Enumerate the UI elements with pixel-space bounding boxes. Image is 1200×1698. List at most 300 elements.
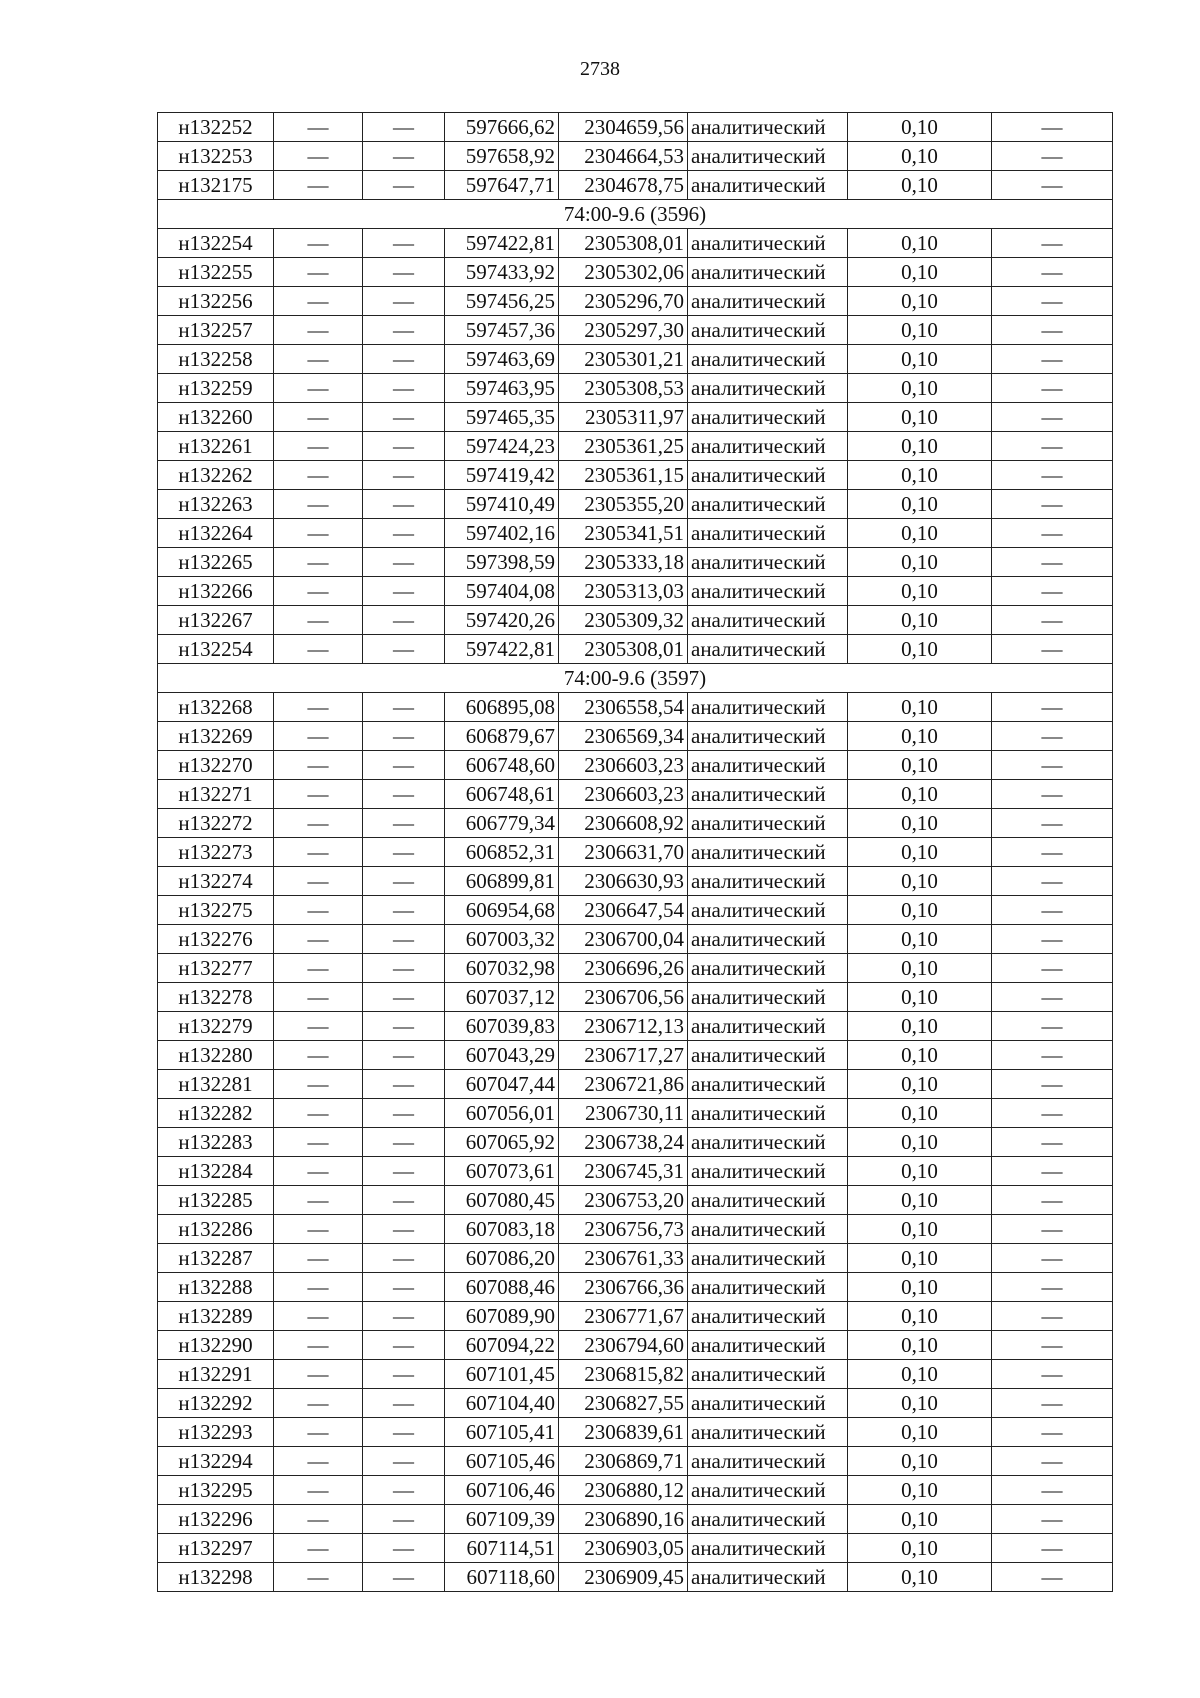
empty-value-cell: — (363, 867, 445, 896)
table-row (158, 345, 1113, 374)
x-coordinate-cell: 597422,81 (445, 229, 559, 258)
empty-value-cell: — (363, 1244, 445, 1273)
method-cell: аналитический (688, 751, 848, 780)
point-number-cell: н132271 (158, 780, 274, 809)
empty-value-cell: — (363, 374, 445, 403)
point-number-cell: н132261 (158, 432, 274, 461)
empty-value-cell: — (274, 809, 363, 838)
empty-value-cell: — (274, 1476, 363, 1505)
method-cell: аналитический (688, 316, 848, 345)
y-coordinate-cell: 2306880,12 (559, 1476, 688, 1505)
point-number-cell: н132283 (158, 1128, 274, 1157)
empty-value-cell: — (274, 1534, 363, 1563)
method-cell: аналитический (688, 113, 848, 142)
empty-value-cell: — (274, 983, 363, 1012)
method-cell: аналитический (688, 1360, 848, 1389)
x-coordinate-cell: 607106,46 (445, 1476, 559, 1505)
method-cell: аналитический (688, 374, 848, 403)
x-coordinate-cell: 597465,35 (445, 403, 559, 432)
method-cell: аналитический (688, 432, 848, 461)
accuracy-cell: 0,10 (848, 954, 992, 983)
empty-value-cell: — (992, 1273, 1113, 1302)
method-cell: аналитический (688, 722, 848, 751)
x-coordinate-cell: 607088,46 (445, 1273, 559, 1302)
empty-value-cell: — (363, 1215, 445, 1244)
table-row (158, 809, 1113, 838)
y-coordinate-cell: 2306603,23 (559, 780, 688, 809)
table-row (158, 113, 1113, 142)
empty-value-cell: — (274, 374, 363, 403)
table-row (158, 1360, 1113, 1389)
y-coordinate-cell: 2306603,23 (559, 751, 688, 780)
x-coordinate-cell: 597422,81 (445, 635, 559, 664)
point-number-cell: н132298 (158, 1563, 274, 1592)
point-number-cell: н132260 (158, 403, 274, 432)
point-number-cell: н132294 (158, 1447, 274, 1476)
table-row (158, 751, 1113, 780)
y-coordinate-cell: 2306794,60 (559, 1331, 688, 1360)
empty-value-cell: — (363, 345, 445, 374)
point-number-cell: н132297 (158, 1534, 274, 1563)
empty-value-cell: — (992, 577, 1113, 606)
empty-value-cell: — (274, 490, 363, 519)
x-coordinate-cell: 607104,40 (445, 1389, 559, 1418)
empty-value-cell: — (992, 954, 1113, 983)
empty-value-cell: — (363, 1273, 445, 1302)
section-header-row (158, 200, 1113, 229)
point-number-cell: н132276 (158, 925, 274, 954)
y-coordinate-cell: 2304678,75 (559, 171, 688, 200)
accuracy-cell: 0,10 (848, 1070, 992, 1099)
x-coordinate-cell: 606748,60 (445, 751, 559, 780)
empty-value-cell: — (363, 490, 445, 519)
x-coordinate-cell: 606954,68 (445, 896, 559, 925)
method-cell: аналитический (688, 1534, 848, 1563)
x-coordinate-cell: 606895,08 (445, 693, 559, 722)
empty-value-cell: — (363, 1447, 445, 1476)
table-row (158, 519, 1113, 548)
y-coordinate-cell: 2305341,51 (559, 519, 688, 548)
point-number-cell: н132289 (158, 1302, 274, 1331)
table-row (158, 1128, 1113, 1157)
empty-value-cell: — (992, 1418, 1113, 1447)
empty-value-cell: — (992, 693, 1113, 722)
accuracy-cell: 0,10 (848, 751, 992, 780)
accuracy-cell: 0,10 (848, 519, 992, 548)
empty-value-cell: — (274, 1505, 363, 1534)
table-row (158, 1099, 1113, 1128)
x-coordinate-cell: 607109,39 (445, 1505, 559, 1534)
table-row (158, 287, 1113, 316)
x-coordinate-cell: 607101,45 (445, 1360, 559, 1389)
table-row (158, 1447, 1113, 1476)
empty-value-cell: — (363, 606, 445, 635)
empty-value-cell: — (274, 1244, 363, 1273)
y-coordinate-cell: 2306631,70 (559, 838, 688, 867)
method-cell: аналитический (688, 548, 848, 577)
point-number-cell: н132293 (158, 1418, 274, 1447)
table-row (158, 1302, 1113, 1331)
accuracy-cell: 0,10 (848, 1302, 992, 1331)
point-number-cell: н132254 (158, 635, 274, 664)
accuracy-cell: 0,10 (848, 1186, 992, 1215)
point-number-cell: н132264 (158, 519, 274, 548)
y-coordinate-cell: 2306721,86 (559, 1070, 688, 1099)
y-coordinate-cell: 2305297,30 (559, 316, 688, 345)
point-number-cell: н132282 (158, 1099, 274, 1128)
point-number-cell: н132272 (158, 809, 274, 838)
table-row (158, 1476, 1113, 1505)
x-coordinate-cell: 607105,46 (445, 1447, 559, 1476)
method-cell: аналитический (688, 693, 848, 722)
y-coordinate-cell: 2305361,15 (559, 461, 688, 490)
method-cell: аналитический (688, 1505, 848, 1534)
y-coordinate-cell: 2306706,56 (559, 983, 688, 1012)
accuracy-cell: 0,10 (848, 896, 992, 925)
accuracy-cell: 0,10 (848, 1534, 992, 1563)
empty-value-cell: — (363, 722, 445, 751)
empty-value-cell: — (992, 1302, 1113, 1331)
point-number-cell: н132253 (158, 142, 274, 171)
y-coordinate-cell: 2306608,92 (559, 809, 688, 838)
table-row (158, 1215, 1113, 1244)
empty-value-cell: — (992, 1012, 1113, 1041)
x-coordinate-cell: 597456,25 (445, 287, 559, 316)
x-coordinate-cell: 597404,08 (445, 577, 559, 606)
point-number-cell: н132291 (158, 1360, 274, 1389)
empty-value-cell: — (363, 258, 445, 287)
accuracy-cell: 0,10 (848, 722, 992, 751)
x-coordinate-cell: 606852,31 (445, 838, 559, 867)
point-number-cell: н132295 (158, 1476, 274, 1505)
method-cell: аналитический (688, 1476, 848, 1505)
empty-value-cell: — (363, 954, 445, 983)
empty-value-cell: — (992, 896, 1113, 925)
point-number-cell: н132259 (158, 374, 274, 403)
empty-value-cell: — (992, 432, 1113, 461)
x-coordinate-cell: 607056,01 (445, 1099, 559, 1128)
point-number-cell: н132281 (158, 1070, 274, 1099)
empty-value-cell: — (992, 809, 1113, 838)
point-number-cell: н132270 (158, 751, 274, 780)
method-cell: аналитический (688, 229, 848, 258)
empty-value-cell: — (274, 345, 363, 374)
empty-value-cell: — (992, 1389, 1113, 1418)
empty-value-cell: — (274, 519, 363, 548)
point-number-cell: н132269 (158, 722, 274, 751)
point-number-cell: н132285 (158, 1186, 274, 1215)
accuracy-cell: 0,10 (848, 693, 992, 722)
point-number-cell: н132273 (158, 838, 274, 867)
empty-value-cell: — (274, 432, 363, 461)
empty-value-cell: — (363, 548, 445, 577)
y-coordinate-cell: 2305308,53 (559, 374, 688, 403)
empty-value-cell: — (363, 1534, 445, 1563)
empty-value-cell: — (992, 722, 1113, 751)
accuracy-cell: 0,10 (848, 780, 992, 809)
empty-value-cell: — (363, 896, 445, 925)
empty-value-cell: — (363, 1389, 445, 1418)
x-coordinate-cell: 607047,44 (445, 1070, 559, 1099)
table-row (158, 1012, 1113, 1041)
empty-value-cell: — (992, 780, 1113, 809)
table-row (158, 983, 1113, 1012)
empty-value-cell: — (992, 606, 1113, 635)
x-coordinate-cell: 597647,71 (445, 171, 559, 200)
y-coordinate-cell: 2305309,32 (559, 606, 688, 635)
x-coordinate-cell: 607043,29 (445, 1041, 559, 1070)
table-row (158, 693, 1113, 722)
point-number-cell: н132262 (158, 461, 274, 490)
x-coordinate-cell: 607032,98 (445, 954, 559, 983)
y-coordinate-cell: 2305308,01 (559, 229, 688, 258)
empty-value-cell: — (363, 1128, 445, 1157)
empty-value-cell: — (992, 113, 1113, 142)
empty-value-cell: — (363, 809, 445, 838)
y-coordinate-cell: 2305302,06 (559, 258, 688, 287)
y-coordinate-cell: 2306756,73 (559, 1215, 688, 1244)
accuracy-cell: 0,10 (848, 490, 992, 519)
y-coordinate-cell: 2306558,54 (559, 693, 688, 722)
empty-value-cell: — (992, 983, 1113, 1012)
empty-value-cell: — (363, 229, 445, 258)
method-cell: аналитический (688, 983, 848, 1012)
method-cell: аналитический (688, 867, 848, 896)
method-cell: аналитический (688, 954, 848, 983)
point-number-cell: н132274 (158, 867, 274, 896)
accuracy-cell: 0,10 (848, 1563, 992, 1592)
empty-value-cell: — (274, 1070, 363, 1099)
method-cell: аналитический (688, 403, 848, 432)
point-number-cell: н132290 (158, 1331, 274, 1360)
point-number-cell: н132252 (158, 113, 274, 142)
empty-value-cell: — (274, 1302, 363, 1331)
accuracy-cell: 0,10 (848, 1012, 992, 1041)
empty-value-cell: — (363, 316, 445, 345)
empty-value-cell: — (992, 374, 1113, 403)
accuracy-cell: 0,10 (848, 1041, 992, 1070)
accuracy-cell: 0,10 (848, 548, 992, 577)
accuracy-cell: 0,10 (848, 983, 992, 1012)
x-coordinate-cell: 597463,69 (445, 345, 559, 374)
empty-value-cell: — (992, 1447, 1113, 1476)
method-cell: аналитический (688, 1157, 848, 1186)
empty-value-cell: — (274, 461, 363, 490)
y-coordinate-cell: 2306647,54 (559, 896, 688, 925)
y-coordinate-cell: 2305313,03 (559, 577, 688, 606)
accuracy-cell: 0,10 (848, 1418, 992, 1447)
method-cell: аналитический (688, 606, 848, 635)
x-coordinate-cell: 597463,95 (445, 374, 559, 403)
empty-value-cell: — (992, 1360, 1113, 1389)
method-cell: аналитический (688, 142, 848, 171)
y-coordinate-cell: 2305296,70 (559, 287, 688, 316)
method-cell: аналитический (688, 896, 848, 925)
accuracy-cell: 0,10 (848, 432, 992, 461)
y-coordinate-cell: 2306630,93 (559, 867, 688, 896)
table-row (158, 954, 1113, 983)
empty-value-cell: — (992, 867, 1113, 896)
empty-value-cell: — (274, 1563, 363, 1592)
y-coordinate-cell: 2304659,56 (559, 113, 688, 142)
x-coordinate-cell: 606748,61 (445, 780, 559, 809)
method-cell: аналитический (688, 1186, 848, 1215)
table-row (158, 1505, 1113, 1534)
empty-value-cell: — (274, 1360, 363, 1389)
x-coordinate-cell: 597398,59 (445, 548, 559, 577)
empty-value-cell: — (992, 461, 1113, 490)
table-row (158, 896, 1113, 925)
table-row (158, 925, 1113, 954)
empty-value-cell: — (363, 171, 445, 200)
y-coordinate-cell: 2305308,01 (559, 635, 688, 664)
x-coordinate-cell: 597424,23 (445, 432, 559, 461)
table-row (158, 171, 1113, 200)
empty-value-cell: — (274, 548, 363, 577)
empty-value-cell: — (992, 635, 1113, 664)
empty-value-cell: — (274, 171, 363, 200)
accuracy-cell: 0,10 (848, 1331, 992, 1360)
point-number-cell: н132266 (158, 577, 274, 606)
empty-value-cell: — (363, 577, 445, 606)
empty-value-cell: — (363, 432, 445, 461)
point-number-cell: н132257 (158, 316, 274, 345)
method-cell: аналитический (688, 1012, 848, 1041)
table-row (158, 1389, 1113, 1418)
table-row (158, 490, 1113, 519)
point-number-cell: н132256 (158, 287, 274, 316)
accuracy-cell: 0,10 (848, 287, 992, 316)
point-number-cell: н132296 (158, 1505, 274, 1534)
table-row (158, 867, 1113, 896)
empty-value-cell: — (274, 1157, 363, 1186)
accuracy-cell: 0,10 (848, 1215, 992, 1244)
point-number-cell: н132263 (158, 490, 274, 519)
y-coordinate-cell: 2304664,53 (559, 142, 688, 171)
y-coordinate-cell: 2306771,67 (559, 1302, 688, 1331)
x-coordinate-cell: 607083,18 (445, 1215, 559, 1244)
accuracy-cell: 0,10 (848, 142, 992, 171)
table-row (158, 1157, 1113, 1186)
coordinates-table-body (158, 113, 1113, 1592)
page-number: 2738 (580, 58, 620, 80)
coordinates-table (157, 112, 1113, 1592)
empty-value-cell: — (274, 1215, 363, 1244)
y-coordinate-cell: 2306903,05 (559, 1534, 688, 1563)
method-cell: аналитический (688, 1389, 848, 1418)
table-row (158, 1534, 1113, 1563)
empty-value-cell: — (274, 287, 363, 316)
accuracy-cell: 0,10 (848, 258, 992, 287)
accuracy-cell: 0,10 (848, 1476, 992, 1505)
empty-value-cell: — (992, 1070, 1113, 1099)
table-row (158, 461, 1113, 490)
empty-value-cell: — (274, 838, 363, 867)
empty-value-cell: — (363, 1476, 445, 1505)
empty-value-cell: — (274, 1128, 363, 1157)
empty-value-cell: — (992, 142, 1113, 171)
empty-value-cell: — (274, 606, 363, 635)
method-cell: аналитический (688, 925, 848, 954)
empty-value-cell: — (274, 1186, 363, 1215)
table-row (158, 838, 1113, 867)
empty-value-cell: — (274, 403, 363, 432)
y-coordinate-cell: 2306815,82 (559, 1360, 688, 1389)
empty-value-cell: — (992, 1505, 1113, 1534)
point-number-cell: н132292 (158, 1389, 274, 1418)
x-coordinate-cell: 607089,90 (445, 1302, 559, 1331)
x-coordinate-cell: 597433,92 (445, 258, 559, 287)
point-number-cell: н132267 (158, 606, 274, 635)
empty-value-cell: — (274, 867, 363, 896)
method-cell: аналитический (688, 1244, 848, 1273)
empty-value-cell: — (274, 1389, 363, 1418)
point-number-cell: н132288 (158, 1273, 274, 1302)
empty-value-cell: — (363, 519, 445, 548)
empty-value-cell: — (992, 258, 1113, 287)
section-header-row (158, 664, 1113, 693)
method-cell: аналитический (688, 809, 848, 838)
empty-value-cell: — (274, 925, 363, 954)
empty-value-cell: — (992, 1563, 1113, 1592)
empty-value-cell: — (363, 287, 445, 316)
x-coordinate-cell: 607003,32 (445, 925, 559, 954)
empty-value-cell: — (363, 1099, 445, 1128)
empty-value-cell: — (992, 1244, 1113, 1273)
accuracy-cell: 0,10 (848, 925, 992, 954)
empty-value-cell: — (992, 925, 1113, 954)
empty-value-cell: — (363, 983, 445, 1012)
accuracy-cell: 0,10 (848, 809, 992, 838)
table-row (158, 635, 1113, 664)
method-cell: аналитический (688, 838, 848, 867)
table-row (158, 1563, 1113, 1592)
table-row (158, 577, 1113, 606)
table-row (158, 142, 1113, 171)
accuracy-cell: 0,10 (848, 867, 992, 896)
y-coordinate-cell: 2306869,71 (559, 1447, 688, 1476)
empty-value-cell: — (363, 838, 445, 867)
x-coordinate-cell: 597658,92 (445, 142, 559, 171)
method-cell: аналитический (688, 780, 848, 809)
empty-value-cell: — (992, 1534, 1113, 1563)
accuracy-cell: 0,10 (848, 1360, 992, 1389)
method-cell: аналитический (688, 1302, 848, 1331)
method-cell: аналитический (688, 1331, 848, 1360)
empty-value-cell: — (274, 113, 363, 142)
y-coordinate-cell: 2305355,20 (559, 490, 688, 519)
accuracy-cell: 0,10 (848, 606, 992, 635)
accuracy-cell: 0,10 (848, 374, 992, 403)
accuracy-cell: 0,10 (848, 1128, 992, 1157)
empty-value-cell: — (363, 693, 445, 722)
empty-value-cell: — (274, 751, 363, 780)
y-coordinate-cell: 2306717,27 (559, 1041, 688, 1070)
empty-value-cell: — (363, 751, 445, 780)
empty-value-cell: — (363, 403, 445, 432)
empty-value-cell: — (274, 229, 363, 258)
method-cell: аналитический (688, 635, 848, 664)
empty-value-cell: — (992, 171, 1113, 200)
empty-value-cell: — (274, 954, 363, 983)
empty-value-cell: — (363, 1302, 445, 1331)
x-coordinate-cell: 607114,51 (445, 1534, 559, 1563)
empty-value-cell: — (992, 316, 1113, 345)
empty-value-cell: — (363, 1505, 445, 1534)
empty-value-cell: — (992, 1157, 1113, 1186)
x-coordinate-cell: 607037,12 (445, 983, 559, 1012)
point-number-cell: н132286 (158, 1215, 274, 1244)
